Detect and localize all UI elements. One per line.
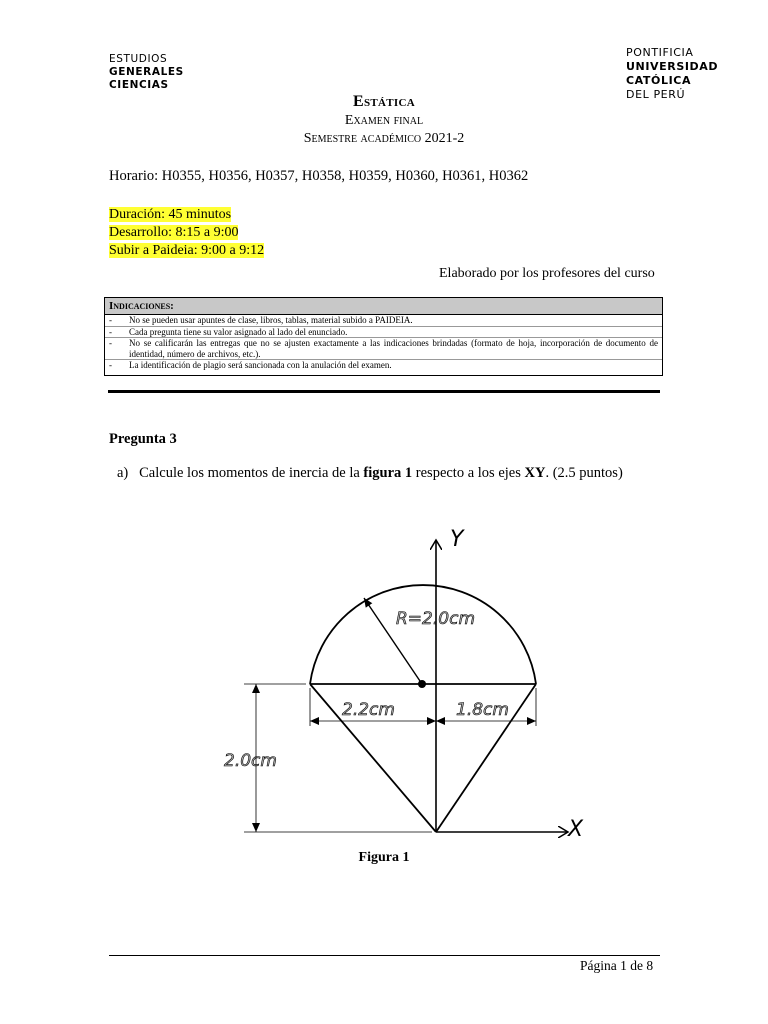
logo-right-line-1: PONTIFICIA: [626, 46, 694, 59]
instructions-box: [104, 297, 663, 376]
document-title: Estática: [353, 93, 415, 110]
logo-right-line-2: UNIVERSIDAD: [626, 60, 719, 73]
instruction-item: - Cada pregunta tiene su valor asignado al lado del enunciado.: [105, 327, 662, 339]
x-axis-label: X: [568, 817, 584, 842]
axes-ref: XY: [524, 465, 546, 481]
radius-label: R=2.0cm: [396, 609, 475, 629]
prepared-by: Elaborado por los profesores del curso: [439, 266, 655, 281]
question-text: a) Calcule los momentos de inercia de la figura 1 respecto a los ejes XY. (2.5 puntos): [117, 465, 623, 481]
logo-estudios-generales: [109, 53, 184, 92]
dim-left-label: 2.2cm: [342, 700, 395, 720]
duration: Duración: 45 minutos: [109, 207, 232, 222]
page-number: Página 1 de 8: [580, 958, 654, 973]
instruction-item: - No se calificarán las entregas que no se ajusten exactamente a las indicaciones brindadas (formato de hoja, incorporación de documento de identidad, número de archivos, etc.).: [105, 338, 662, 360]
logo-left-line-1: ESTUDIOS: [109, 53, 168, 65]
dim-height-label: 2.0cm: [224, 751, 277, 771]
dim-right-label: 1.8cm: [456, 700, 509, 720]
logo-right-line-3: CATÓLICA: [626, 74, 692, 87]
development-time: Desarrollo: 8:15 a 9:00: [109, 225, 239, 240]
instructions-title: Indicaciones:: [105, 298, 662, 315]
logo-right-line-4: DEL PERÚ: [626, 88, 686, 101]
highlighted-info: [109, 205, 264, 259]
semester: Semestre académico 2021-2: [303, 131, 465, 146]
footer-rule: [109, 955, 660, 956]
figure-1-drawing: [218, 520, 598, 850]
schedule: Horario: H0355, H0356, H0357, H0358, H0359, H0360, H0361, H0362: [109, 168, 529, 184]
exam-type: Examen final: [344, 113, 424, 128]
upload-time: Subir a Paideia: 9:00 a 9:12: [109, 243, 265, 258]
section-divider: [108, 390, 660, 393]
instruction-item: - No se pueden usar apuntes de clase, libros, tablas, material subido a PAIDEIA.: [105, 315, 662, 327]
question-part: a): [117, 465, 129, 481]
figure-ref: figura 1: [363, 465, 413, 481]
instruction-item: - La identificación de plagio será sancionada con la anulación del examen.: [109, 360, 392, 370]
question-number: Pregunta 3: [109, 431, 177, 447]
figure-caption: Figura 1: [358, 850, 410, 865]
logo-left-line-2: GENERALES: [109, 66, 184, 78]
dome-arc: [310, 585, 536, 684]
logo-left-line-3: CIENCIAS: [109, 79, 169, 91]
y-axis-label: Y: [450, 527, 464, 552]
